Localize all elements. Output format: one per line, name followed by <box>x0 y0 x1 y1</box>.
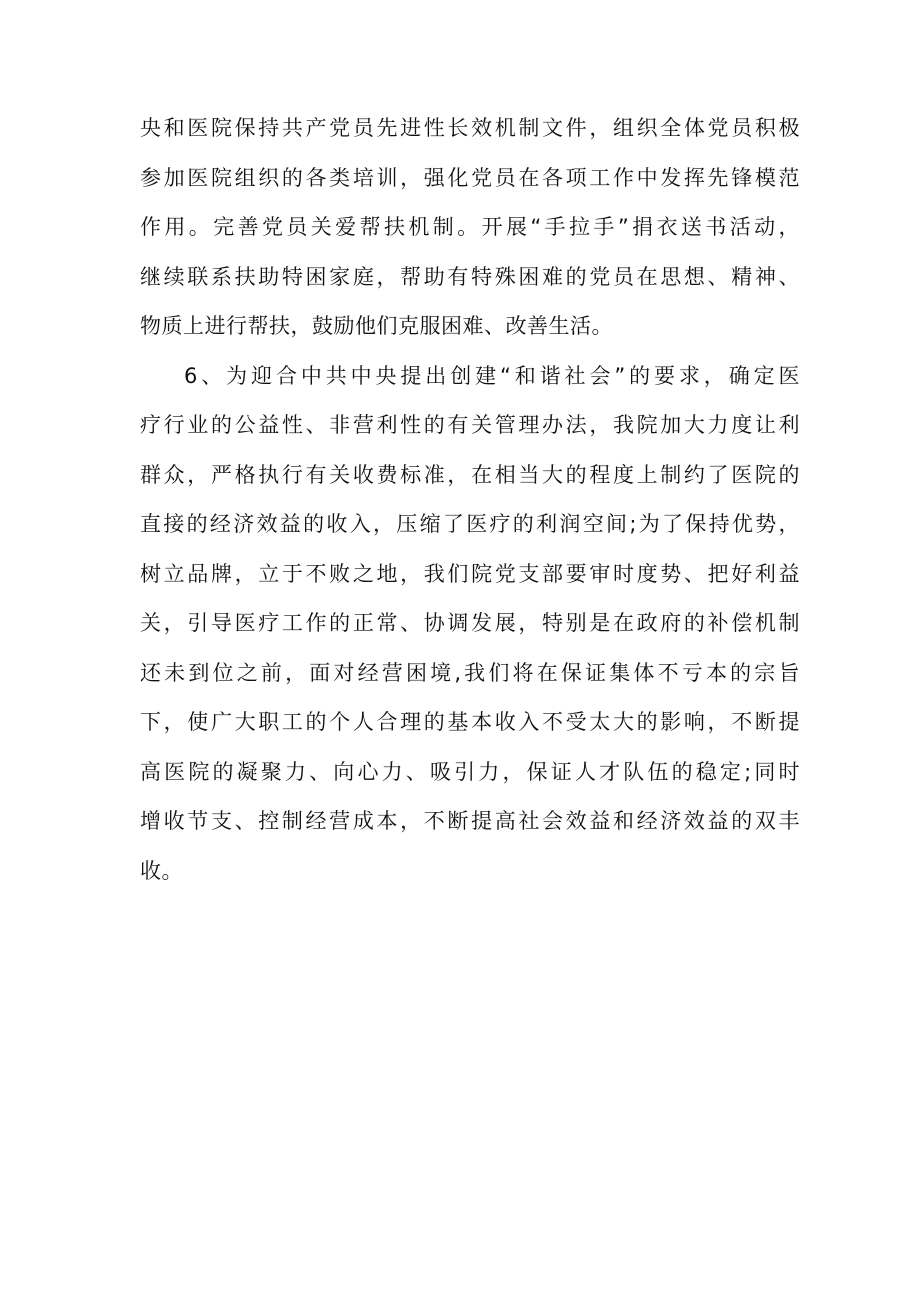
text-line: 关，引导医疗工作的正常、协调发展，特别是在政府的补偿机制 <box>140 611 800 635</box>
paragraph-2 <box>140 352 800 897</box>
text-line: 央和医院保持共产党员先进性长效机制文件，组织全体党员积极 <box>140 116 800 140</box>
text-line: 还未到位之前，面对经营困境,我们将在保证集体不亏本的宗旨 <box>140 660 800 685</box>
text-line: 下，使广大职工的个人合理的基本收入不受太大的影响，不断提 <box>140 710 800 734</box>
text-line: 参加医院组织的各类培训，强化党员在各项工作中发挥先锋模范 <box>140 165 800 190</box>
text-line: 疗行业的公益性、非营利性的有关管理办法，我院加大力度让利 <box>140 413 800 437</box>
text-line: 收。 <box>140 858 183 883</box>
text-line: 增收节支、控制经营成本，不断提高社会效益和经济效益的双丰 <box>140 809 800 833</box>
text-line: 群众，严格执行有关收费标准，在相当大的程度上制约了医院的 <box>140 462 800 487</box>
text-line: 直接的经济效益的收入，压缩了医疗的利润空间;为了保持优势， <box>140 512 800 536</box>
text-line: 树立品牌，立于不败之地，我们院党支部要审时度势、把好利益 <box>140 561 800 586</box>
text-line: 继续联系扶助特困家庭，帮助有特殊困难的党员在思想、精神、 <box>140 264 800 289</box>
text-line: 物质上进行帮扶，鼓励他们克服困难、改善生活。 <box>140 314 613 338</box>
text-line: 6、为迎合中共中央提出创建“和谐社会”的要求，确定医 <box>184 363 800 388</box>
paragraph-1 <box>140 104 800 352</box>
text-line: 作用。完善党员关爱帮扶机制。开展“手拉手”捐衣送书活动， <box>140 215 800 239</box>
text-line: 高医院的凝聚力、向心力、吸引力，保证人才队伍的稳定;同时 <box>140 759 800 784</box>
document-body <box>140 104 800 896</box>
